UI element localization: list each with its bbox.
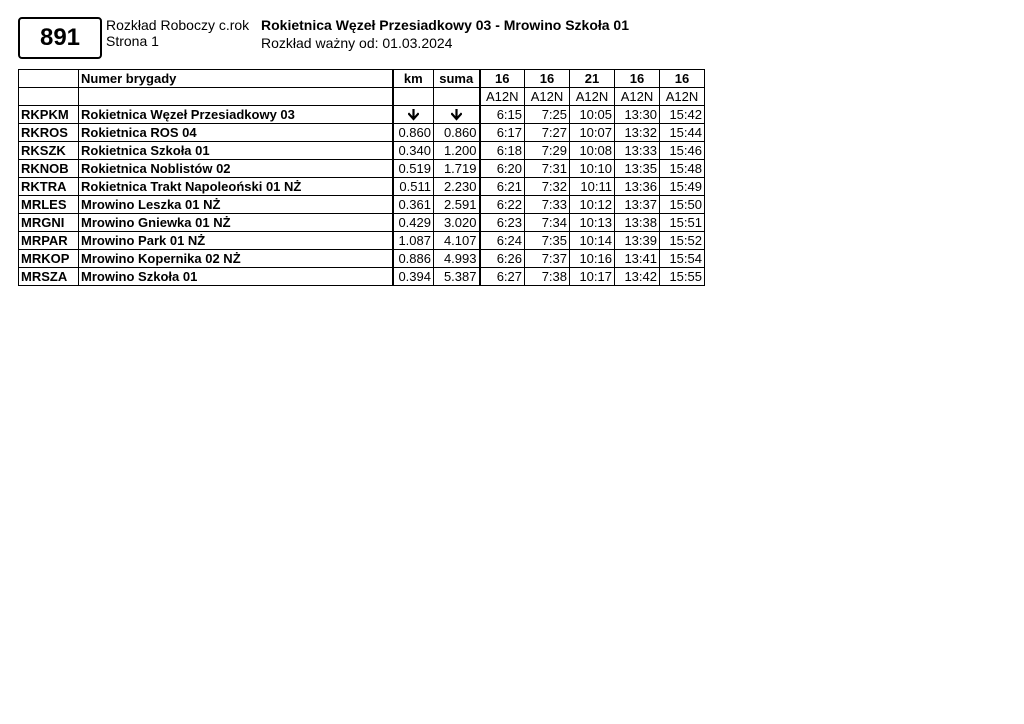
sum-cell xyxy=(434,106,480,124)
km-cell: 0.394 xyxy=(393,268,434,286)
stop-name: Rokietnica Szkoła 01 xyxy=(79,142,393,160)
departure-time: 6:20 xyxy=(480,160,525,178)
departure-time: 10:10 xyxy=(570,160,615,178)
km-cell: 0.361 xyxy=(393,196,434,214)
departure-time: 6:26 xyxy=(480,250,525,268)
stop-code: RKSZK xyxy=(19,142,79,160)
departure-time: 7:31 xyxy=(525,160,570,178)
km-cell: 0.511 xyxy=(393,178,434,196)
schedule-meta xyxy=(106,17,249,49)
brigade-number: 16 xyxy=(660,70,705,88)
stop-name: Rokietnica Węzeł Przesiadkowy 03 xyxy=(79,106,393,124)
stop-name: Mrowino Gniewka 01 NŻ xyxy=(79,214,393,232)
sum-cell: 5.387 xyxy=(434,268,480,286)
sum-cell: 4.993 xyxy=(434,250,480,268)
stop-name: Mrowino Park 01 NŻ xyxy=(79,232,393,250)
km-cell: 1.087 xyxy=(393,232,434,250)
km-column-header: km xyxy=(393,70,434,88)
km-cell xyxy=(393,106,434,124)
departure-time: 10:14 xyxy=(570,232,615,250)
departure-time: 13:42 xyxy=(615,268,660,286)
departure-time: 7:32 xyxy=(525,178,570,196)
stop-code: RKTRA xyxy=(19,178,79,196)
departure-time: 10:13 xyxy=(570,214,615,232)
departure-time: 13:35 xyxy=(615,160,660,178)
table-row xyxy=(19,250,705,268)
sum-cell: 1.200 xyxy=(434,142,480,160)
departure-time: 15:46 xyxy=(660,142,705,160)
stop-code: MRGNI xyxy=(19,214,79,232)
sum-cell: 2.591 xyxy=(434,196,480,214)
departure-time: 7:29 xyxy=(525,142,570,160)
departure-time: 15:49 xyxy=(660,178,705,196)
stop-name: Mrowino Szkoła 01 xyxy=(79,268,393,286)
departure-time: 13:37 xyxy=(615,196,660,214)
departure-time: 15:51 xyxy=(660,214,705,232)
stop-code: MRKOP xyxy=(19,250,79,268)
line-number-box xyxy=(18,17,102,59)
brigade-number: 16 xyxy=(480,70,525,88)
departure-time: 10:05 xyxy=(570,106,615,124)
stop-code: MRSZA xyxy=(19,268,79,286)
stop-code: RKNOB xyxy=(19,160,79,178)
brigade-number: 16 xyxy=(615,70,660,88)
departure-time: 15:52 xyxy=(660,232,705,250)
departure-time: 15:55 xyxy=(660,268,705,286)
header-empty-cell xyxy=(19,70,79,88)
brigade-column-header: Numer brygady xyxy=(79,70,393,88)
brigade-number: 16 xyxy=(525,70,570,88)
sum-cell: 4.107 xyxy=(434,232,480,250)
header-empty-cell xyxy=(434,88,480,106)
km-cell: 0.429 xyxy=(393,214,434,232)
stop-name: Rokietnica ROS 04 xyxy=(79,124,393,142)
table-row xyxy=(19,106,705,124)
table-row xyxy=(19,268,705,286)
departure-time: 13:32 xyxy=(615,124,660,142)
departure-time: 7:33 xyxy=(525,196,570,214)
departure-time: 7:34 xyxy=(525,214,570,232)
sum-column-header: suma xyxy=(434,70,480,88)
table-row xyxy=(19,232,705,250)
departure-time: 6:18 xyxy=(480,142,525,160)
table-row xyxy=(19,124,705,142)
valid-from: Rozkład ważny od: 01.03.2024 xyxy=(261,35,453,51)
header-empty-cell xyxy=(79,88,393,106)
departure-time: 7:25 xyxy=(525,106,570,124)
stop-name: Mrowino Leszka 01 NŻ xyxy=(79,196,393,214)
route-title: Rokietnica Węzeł Przesiadkowy 03 - Mrowino Szkoła 01 xyxy=(261,17,630,33)
departure-time: 13:33 xyxy=(615,142,660,160)
departure-time: 13:38 xyxy=(615,214,660,232)
header-row-brigades xyxy=(19,70,705,88)
header-empty-cell xyxy=(393,88,434,106)
table-row xyxy=(19,196,705,214)
departure-time: 15:50 xyxy=(660,196,705,214)
vehicle-type: A12N xyxy=(615,88,660,106)
departure-time: 6:27 xyxy=(480,268,525,286)
departure-time: 13:30 xyxy=(615,106,660,124)
header-empty-cell xyxy=(19,88,79,106)
km-cell: 0.860 xyxy=(393,124,434,142)
departure-time: 6:21 xyxy=(480,178,525,196)
stop-code: MRLES xyxy=(19,196,79,214)
departure-time: 15:44 xyxy=(660,124,705,142)
departure-time: 6:17 xyxy=(480,124,525,142)
departure-time: 7:38 xyxy=(525,268,570,286)
timetable xyxy=(18,69,705,286)
vehicle-type: A12N xyxy=(525,88,570,106)
departure-time: 10:16 xyxy=(570,250,615,268)
line-number: 891 xyxy=(39,24,81,51)
departure-time: 7:35 xyxy=(525,232,570,250)
departure-time: 13:39 xyxy=(615,232,660,250)
departure-time: 10:11 xyxy=(570,178,615,196)
arrow-down-icon xyxy=(436,109,477,121)
vehicle-type: A12N xyxy=(660,88,705,106)
departure-time: 7:37 xyxy=(525,250,570,268)
km-cell: 0.340 xyxy=(393,142,434,160)
sum-cell: 1.719 xyxy=(434,160,480,178)
departure-time: 15:42 xyxy=(660,106,705,124)
sum-cell: 2.230 xyxy=(434,178,480,196)
departure-time: 15:48 xyxy=(660,160,705,178)
departure-time: 13:36 xyxy=(615,178,660,196)
table-row xyxy=(19,142,705,160)
timetable-body xyxy=(19,70,705,286)
brigade-number: 21 xyxy=(570,70,615,88)
stop-code: RKPKM xyxy=(19,106,79,124)
departure-time: 6:22 xyxy=(480,196,525,214)
vehicle-type: A12N xyxy=(480,88,525,106)
departure-time: 6:24 xyxy=(480,232,525,250)
sum-cell: 3.020 xyxy=(434,214,480,232)
sum-cell: 0.860 xyxy=(434,124,480,142)
departure-time: 10:17 xyxy=(570,268,615,286)
page-label: Strona 1 xyxy=(106,33,159,49)
departure-time: 10:12 xyxy=(570,196,615,214)
departure-time: 13:41 xyxy=(615,250,660,268)
table-row xyxy=(19,178,705,196)
stop-name: Rokietnica Noblistów 02 xyxy=(79,160,393,178)
arrow-down-icon xyxy=(396,109,432,121)
stop-code: RKROS xyxy=(19,124,79,142)
departure-time: 7:27 xyxy=(525,124,570,142)
vehicle-type: A12N xyxy=(570,88,615,106)
table-row xyxy=(19,160,705,178)
km-cell: 0.519 xyxy=(393,160,434,178)
departure-time: 6:23 xyxy=(480,214,525,232)
departure-time: 15:54 xyxy=(660,250,705,268)
schedule-type: Rozkład Roboczy c.rok xyxy=(106,17,250,33)
header-row-vehicles xyxy=(19,88,705,106)
stop-code: MRPAR xyxy=(19,232,79,250)
departure-time: 10:07 xyxy=(570,124,615,142)
departure-time: 10:08 xyxy=(570,142,615,160)
table-row xyxy=(19,214,705,232)
stop-name: Rokietnica Trakt Napoleoński 01 NŻ xyxy=(79,178,393,196)
departure-time: 6:15 xyxy=(480,106,525,124)
km-cell: 0.886 xyxy=(393,250,434,268)
stop-name: Mrowino Kopernika 02 NŻ xyxy=(79,250,393,268)
